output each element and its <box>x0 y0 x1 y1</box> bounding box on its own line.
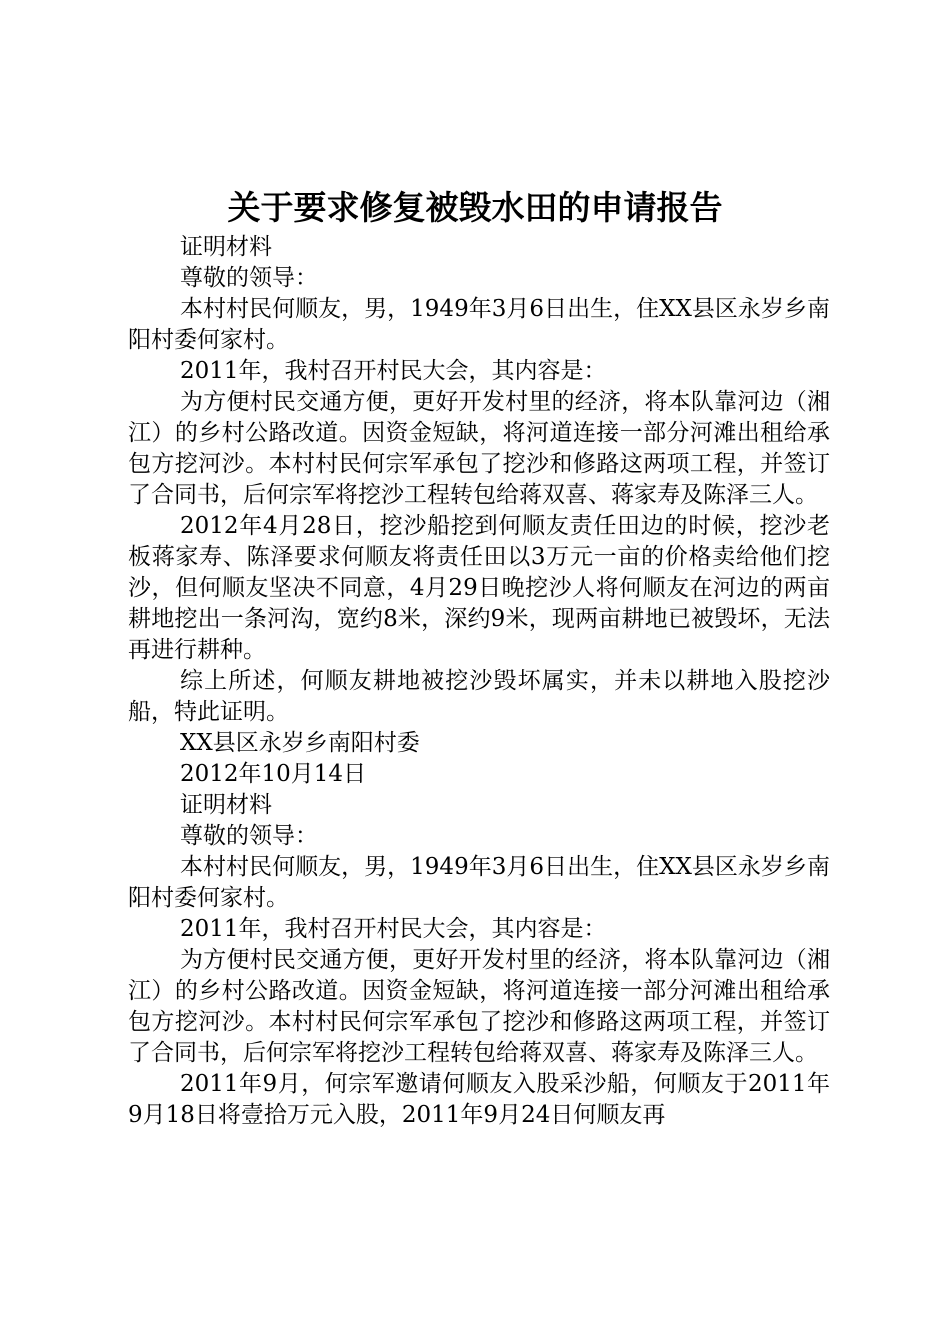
paragraph-villager-info: 本村村民何顺友，男，1949年3月6日出生，住XX县区永岁乡南阳村委何家村。 <box>128 296 830 353</box>
document-title: 关于要求修复被毁水田的申请报告 <box>227 188 723 227</box>
paragraph-salutation-2: 尊敬的领导： <box>180 823 318 849</box>
paragraph-signature-date: 2012年10月14日 <box>180 761 367 787</box>
paragraph-conclusion: 综上所述，何顺友耕地被挖沙毁坏属实，并未以耕地入股挖沙船，特此证明。 <box>128 668 830 725</box>
paragraph-villager-info-2: 本村村民何顺友，男，1949年3月6日出生，住XX县区永岁乡南阳村委何家村。 <box>128 854 830 911</box>
paragraph-meeting-content-2: 为方便村民交通方便，更好开发村里的经济，将本队靠河边（湘江）的乡村公路改道。因资金短缺，将河道连接一部分河滩出租给承包方挖河沙。本村村民何宗军承包了挖沙和修路这两项工程，并签订了合同书，后何宗军将挖沙工程转包给蒋双喜、蒋家寿及陈泽三人。 <box>128 947 830 1066</box>
paragraph-meeting: 2011年，我村召开村民大会，其内容是： <box>180 358 607 384</box>
paragraph-incident: 2012年4月28日，挖沙船挖到何顺友责任田边的时候，挖沙老板蒋家寿、陈泽要求何顺友将责任田以3万元一亩的价格卖给他们挖沙，但何顺友坚决不同意，4月29日晚挖沙人将何顺友在河边的两亩耕地挖出一条河沟，宽约8米，深约9米，现两亩耕地已被毁坏，无法再进行耕种。 <box>128 513 830 663</box>
paragraph-meeting-2: 2011年，我村召开村民大会，其内容是： <box>180 916 607 942</box>
paragraph-heading-certificate-2: 证明材料 <box>180 792 272 818</box>
document-body <box>128 232 830 1131</box>
paragraph-signature-org: XX县区永岁乡南阳村委 <box>180 730 420 756</box>
paragraph-heading-certificate: 证明材料 <box>180 234 272 260</box>
paragraph-salutation: 尊敬的领导： <box>180 265 318 291</box>
paragraph-meeting-content: 为方便村民交通方便，更好开发村里的经济，将本队靠河边（湘江）的乡村公路改道。因资金短缺，将河道连接一部分河滩出租给承包方挖河沙。本村村民何宗军承包了挖沙和修路这两项工程，并签订了合同书，后何宗军将挖沙工程转包给蒋双喜、蒋家寿及陈泽三人。 <box>128 389 830 508</box>
paragraph-investment: 2011年9月，何宗军邀请何顺友入股采沙船，何顺友于2011年9月18日将壹拾万元入股，2011年9月24日何顺友再 <box>128 1071 830 1128</box>
